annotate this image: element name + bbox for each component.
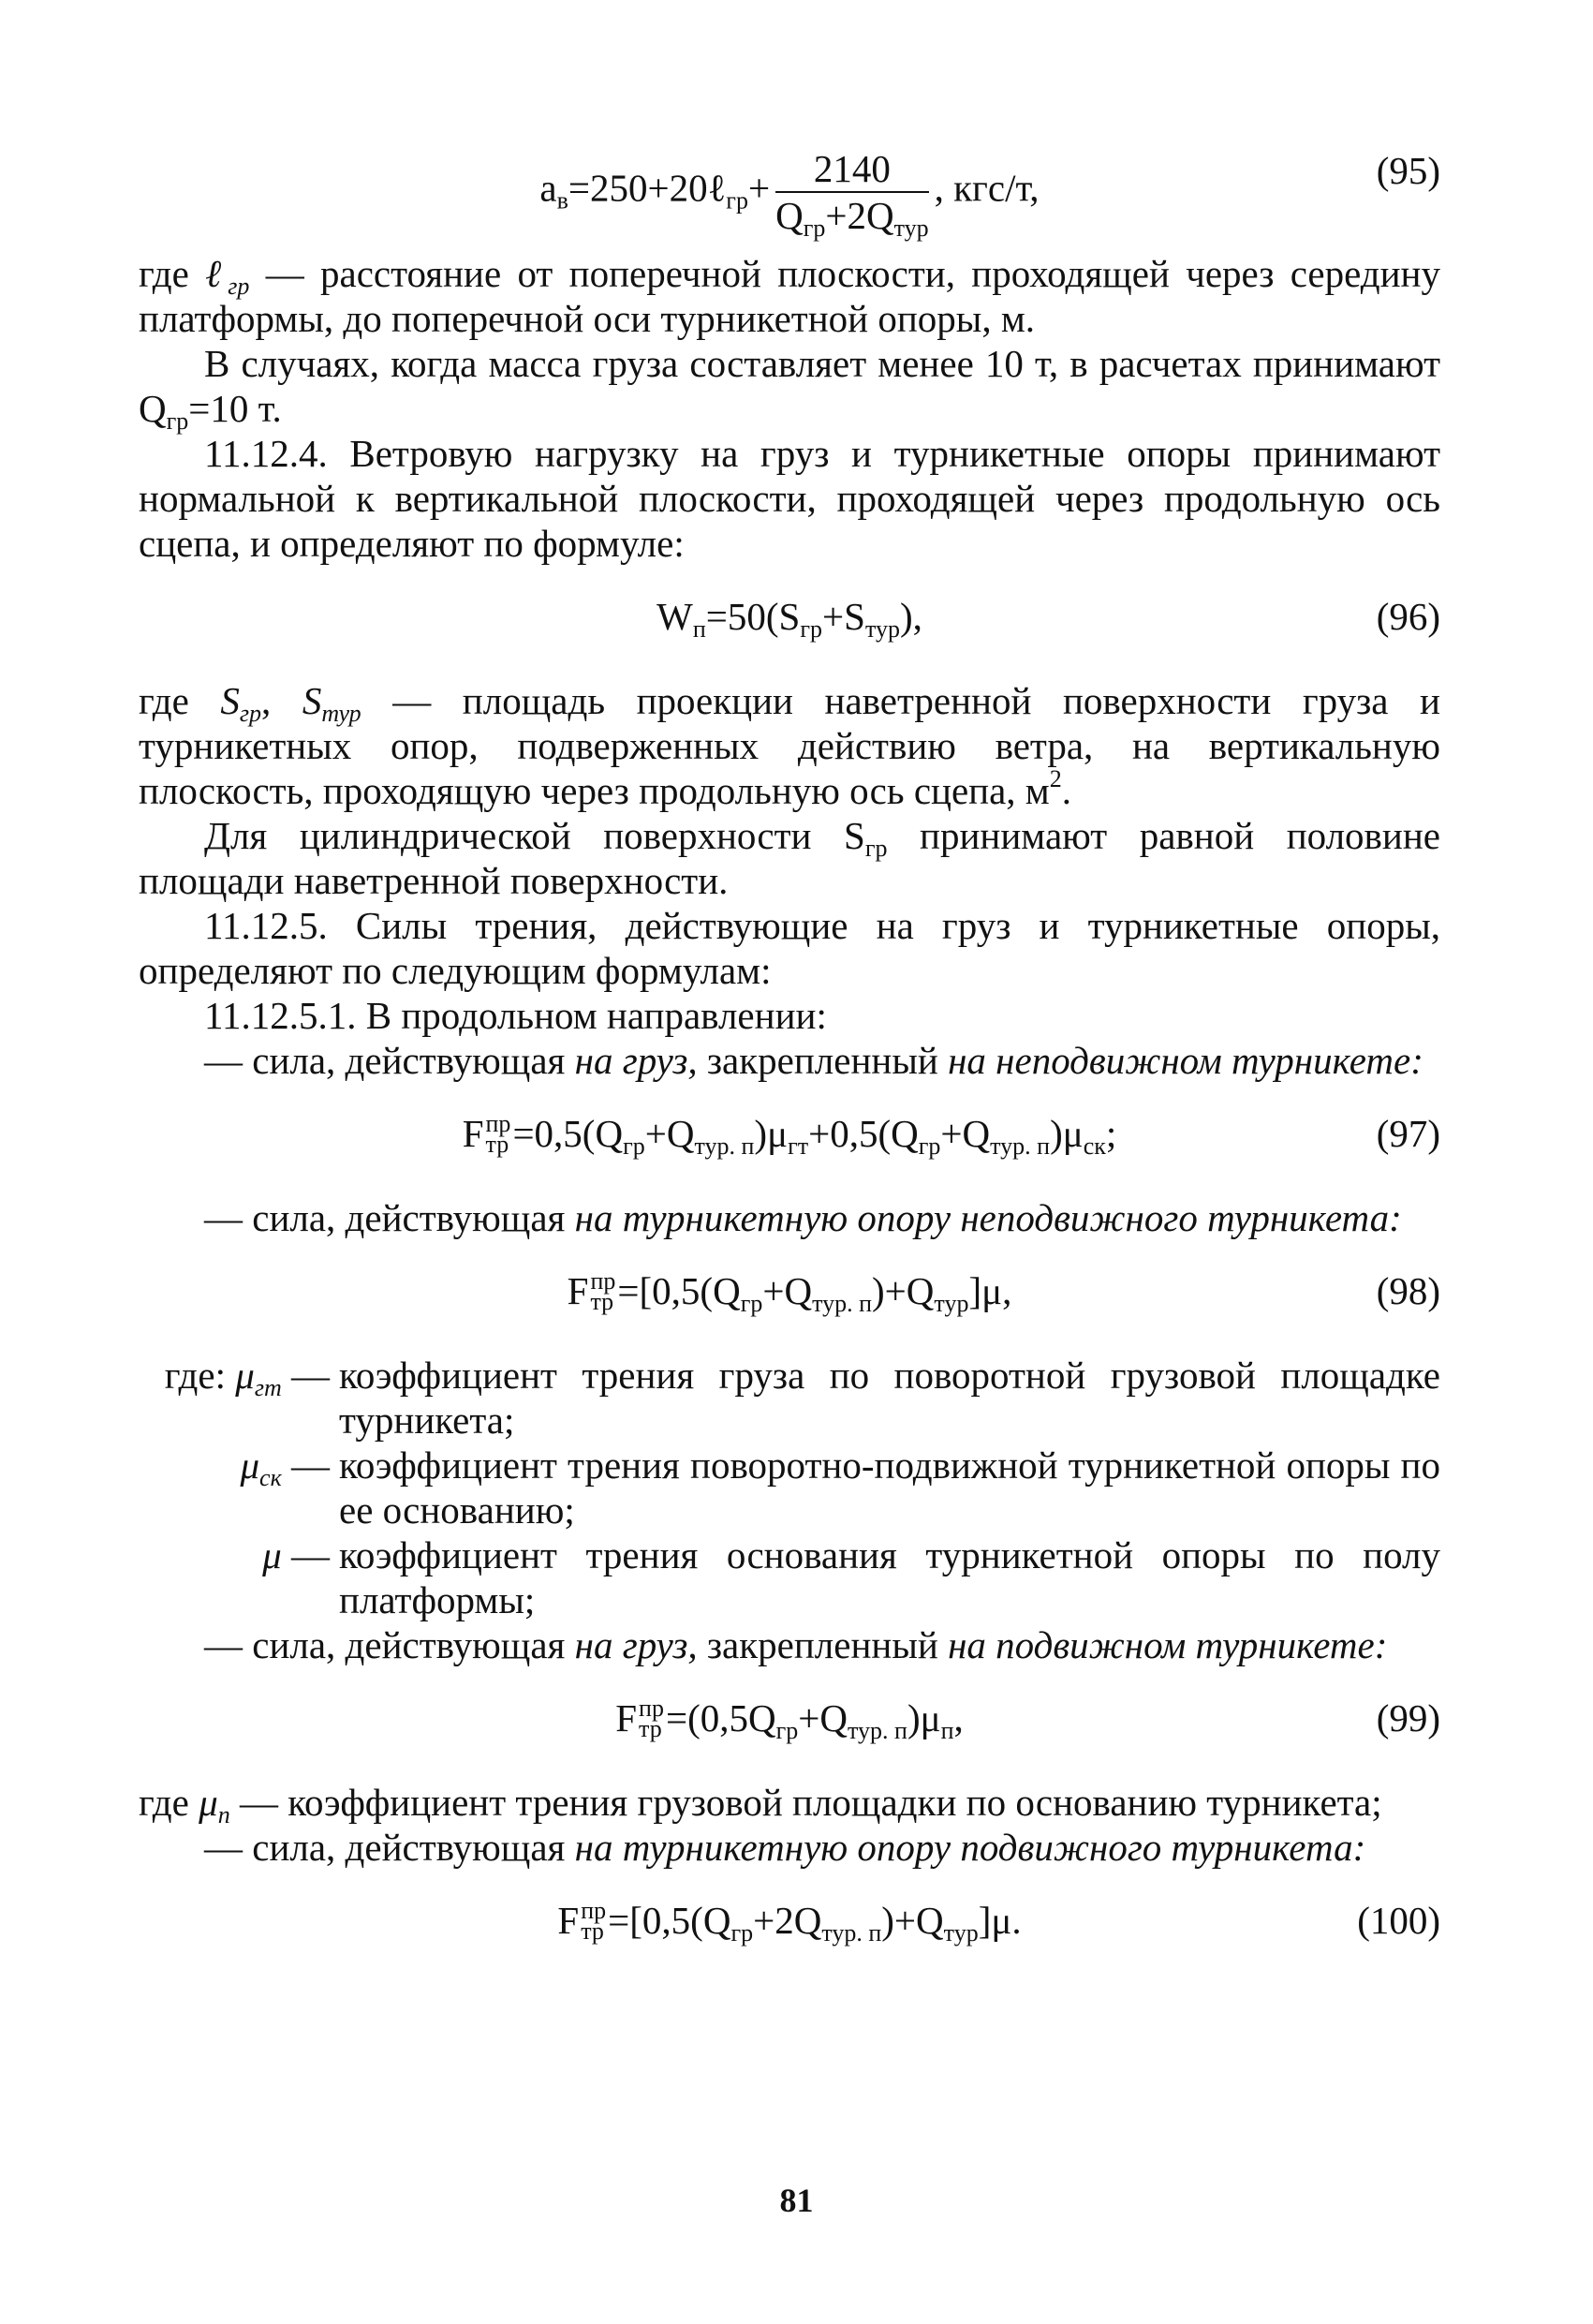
paragraph-11-12-5: 11.12.5. Силы трения, действующие на груз и турникетные опоры, определяют по следующим формулам:	[139, 904, 1440, 992]
formula-97-row	[139, 1111, 1440, 1167]
definition-mu: μ — коэффициент трения основания турникетной опоры по полу платформы;	[262, 1533, 1440, 1621]
paragraph-force-cargo-fixed: — сила, действующая на груз, закрепленный на неподвижном турникете:	[204, 1039, 1423, 1082]
formula-95-fraction: $\frac{2140}{Q_{гр}+2Q_{тур}}$	[775, 147, 929, 242]
formula-96: $W_п=50(S_{гр}+S_{тур})$,	[656, 595, 922, 643]
formula-96-number: (96)	[1376, 595, 1440, 638]
paragraph-cylinder: Для цилиндрической поверхности $S_{гр}$ принимают равной половине площади наветренной поверхности.	[139, 814, 1440, 902]
formula-99-row	[139, 1695, 1440, 1752]
formula-95: $a_в=250+20\ell_{гр}+$ $\frac{2140}{Q_{гр}+2Q_{тур}}$ , кгс/т,	[539, 147, 1040, 242]
paragraph-mass-note: В случаях, когда масса груза составляет менее 10 т, в расчетах принимают $Q_{гр}=10$ т.	[139, 342, 1440, 435]
definition-mu-p: где $\mu_п$ — коэффициент трения грузовой площадки по основанию турникета;	[139, 1781, 1382, 1828]
definition-l-gr: где ℓ$_{гр}$ — расстояние от поперечной плоскости, проходящей через середину платформы, до поперечной оси турникетной опоры, м.	[139, 252, 1441, 340]
formula-95-row	[139, 111, 1440, 242]
paragraph-11-12-5-1: 11.12.5.1. В продольном направлении:	[204, 994, 827, 1037]
formula-97: F пр тр $=0,5(Q_{гр}+Q_{тур. п})\mu_{гт}+0,5(Q_{гр}+Q_{тур. п})\mu_{ск}$;	[462, 1110, 1117, 1160]
page-number: 81	[779, 2182, 814, 2219]
formula-97-number: (97)	[1376, 1112, 1440, 1155]
definition-mu-gt: где: $\mu_{гт}$ — коэффициент трения груза по поворотной грузовой площадке турникета;	[164, 1354, 1440, 1442]
paragraph-force-cargo-movable: — сила, действующая на груз, закрепленный на подвижном турникете:	[204, 1623, 1388, 1666]
definition-mu-sk: $\mu_{ск}$ — коэффициент трения поворотно-подвижной турникетной опоры по ее основанию;	[240, 1443, 1440, 1532]
paragraph-11-12-4: 11.12.4. Ветровую нагрузку на груз и турникетные опоры принимают нормальной к вертикальной плоскости, проходящей через продольную ось сцепа, и определяют по формуле:	[139, 432, 1440, 565]
formula-99-number: (99)	[1376, 1696, 1440, 1739]
formula-95-number: (95)	[1376, 149, 1440, 192]
formula-98-number: (98)	[1376, 1269, 1440, 1312]
formula-98: F пр тр $=[0,5(Q_{гр}+Q_{тур. п})+Q_{тур}]\mu$,	[567, 1267, 1012, 1317]
formula-96-row	[139, 594, 1440, 650]
formula-99: F пр тр $=(0,5Q_{гр}+Q_{тур. п})\mu_п$,	[615, 1695, 964, 1744]
formula-100: F пр тр $=[0,5(Q_{гр}+2Q_{тур. п})+Q_{тур}]\mu$.	[557, 1897, 1022, 1947]
paragraph-force-support-fixed: — сила, действующая на турникетную опору неподвижного турникета:	[204, 1196, 1402, 1239]
formula-98-row	[139, 1268, 1440, 1325]
formula-100-number: (100)	[1357, 1899, 1440, 1942]
formula-100-row	[139, 1898, 1440, 1954]
document-page	[139, 94, 1440, 1982]
paragraph-force-support-movable: — сила, действующая на турникетную опору подвижного турникета:	[204, 1826, 1366, 1869]
definition-s-gr-s-tur: где $S_{гр}$, $S_{тур}$ — площадь проекции наветренной поверхности груза и турникетных опор, подверженных действию ветра, на вертикальную плоскость, проходящую через продольную ось сцепа, $м^2$.	[139, 679, 1440, 812]
